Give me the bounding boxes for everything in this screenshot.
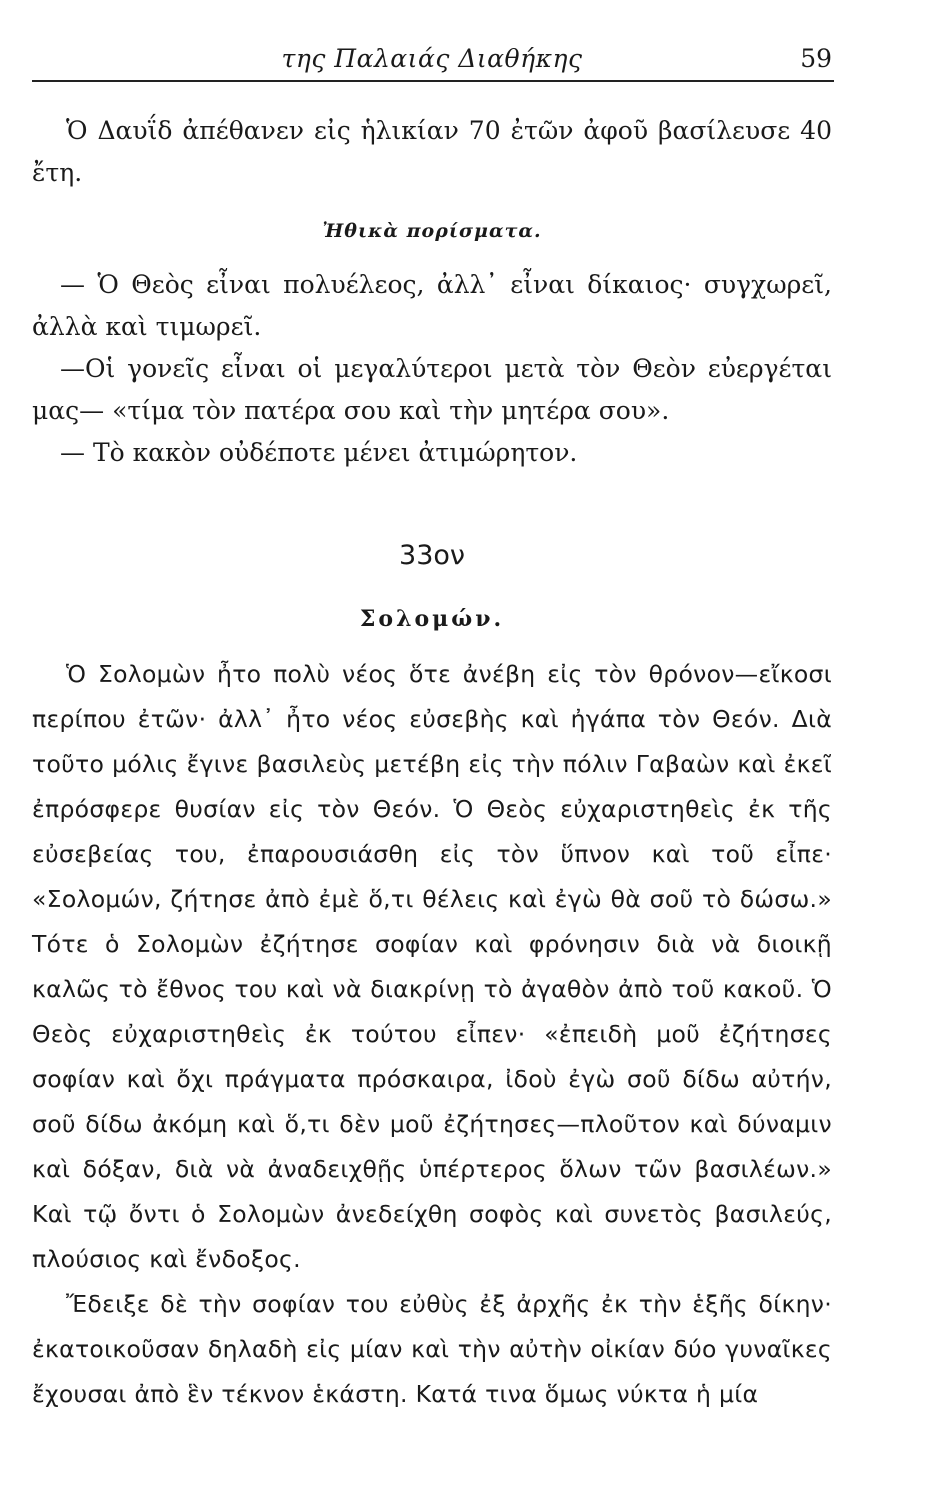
morals-subheading: Ἠθικὰ πορίσματα. (322, 220, 542, 242)
running-header (32, 44, 832, 78)
morals-list (32, 264, 832, 474)
header-rule (32, 80, 834, 82)
moral-item: —Οἱ γονεῖς εἶναι οἱ μεγαλύτεροι μετὰ τὸν Θεὸν εὐεργέται μας— «τίμα τὸν πατέρα σου καὶ τὴν μητέρα σου». (32, 354, 832, 425)
moral-item: — Ὁ Θεὸς εἶναι πολυέλεος, ἀλλ᾽ εἶναι δίκαιος· συγχωρεῖ, ἀλλὰ καὶ τιμωρεῖ. (32, 270, 832, 341)
running-title: της Παλαιάς Διαθήκης (281, 44, 583, 73)
chapter-paragraph: Ἔδειξε δὲ τὴν σοφίαν του εὐθὺς ἐξ ἀρχῆς ἐκ τὴν ἑξῆς δίκην· ἐκατοικοῦσαν δηλαδὴ εἰς μίαν καὶ τὴν αὐτὴν οἰκίαν δύο γυναῖκες ἔχουσαι ἀπὸ ἓν τέκνον ἑκάστη. Κατά τινα ὅμως νύκτα ἡ μία (32, 1290, 832, 1408)
moral-item: — Τὸ κακὸν οὐδέποτε μένει ἀτιμώρητον. (60, 438, 578, 467)
opening-paragraph: Ὁ Δαυΐδ ἀπέθανεν εἰς ἡλικίαν 70 ἐτῶν ἀφοῦ βασίλευσε 40 ἔτη. (32, 116, 832, 187)
chapter-title: Σολομών. (359, 606, 505, 632)
chapter-number: 33ον (399, 540, 465, 571)
page-number: 59 (800, 44, 832, 73)
page-body (32, 110, 832, 1417)
chapter-paragraph: Ὁ Σολομὼν ἦτο πολὺ νέος ὅτε ἀνέβη εἰς τὸν θρόνον—εἴκοσι περίπου ἐτῶν· ἀλλ᾽ ἦτο νέος εὐσεβὴς καὶ ἠγάπα τὸν Θεόν. Διὰ τοῦτο μόλις ἔγινε βασιλεὺς μετέβη εἰς τὴν πόλιν Γαβαὼν καὶ ἐκεῖ ἐπρόσφερε θυσίαν εἰς τὸν Θεόν. Ὁ Θεὸς εὐχαριστηθεὶς ἐκ τῆς εὐσεβείας του, ἐπαρουσιάσθη εἰς τὸν ὕπνον καὶ τοῦ εἶπε· «Σολομών, ζήτησε ἀπὸ ἐμὲ ὅ,τι θέλεις καὶ ἐγὼ θὰ σοῦ τὸ δώσω.» Τότε ὁ Σολομὼν ἐζήτησε σοφίαν καὶ φρόνησιν διὰ νὰ διοικῇ καλῶς τὸ ἔθνος του καὶ νὰ διακρίνῃ τὸ ἀγαθὸν ἀπὸ τοῦ κακοῦ. Ὁ Θεὸς εὐχαριστηθεὶς ἐκ τούτου εἶπεν· «ἐπειδὴ μοῦ ἐζήτησες σοφίαν καὶ ὄχι πράγματα πρόσκαιρα, ἰδοὺ ἐγὼ σοῦ δίδω αὐτήν, σοῦ δίδω ἀκόμη καὶ ὅ,τι δὲν μοῦ ἐζήτησες—πλοῦτον καὶ δύναμιν καὶ δόξαν, διὰ νὰ ἀναδειχθῇς ὑπέρτερος ὅλων τῶν βασιλέων.» Καὶ τῷ ὄντι ὁ Σολομὼν ἀνεδείχθη σοφὸς καὶ συνετὸς βασιλεύς, πλούσιος καὶ ἔνδοξος. (32, 660, 832, 1273)
chapter-text (32, 652, 832, 1417)
